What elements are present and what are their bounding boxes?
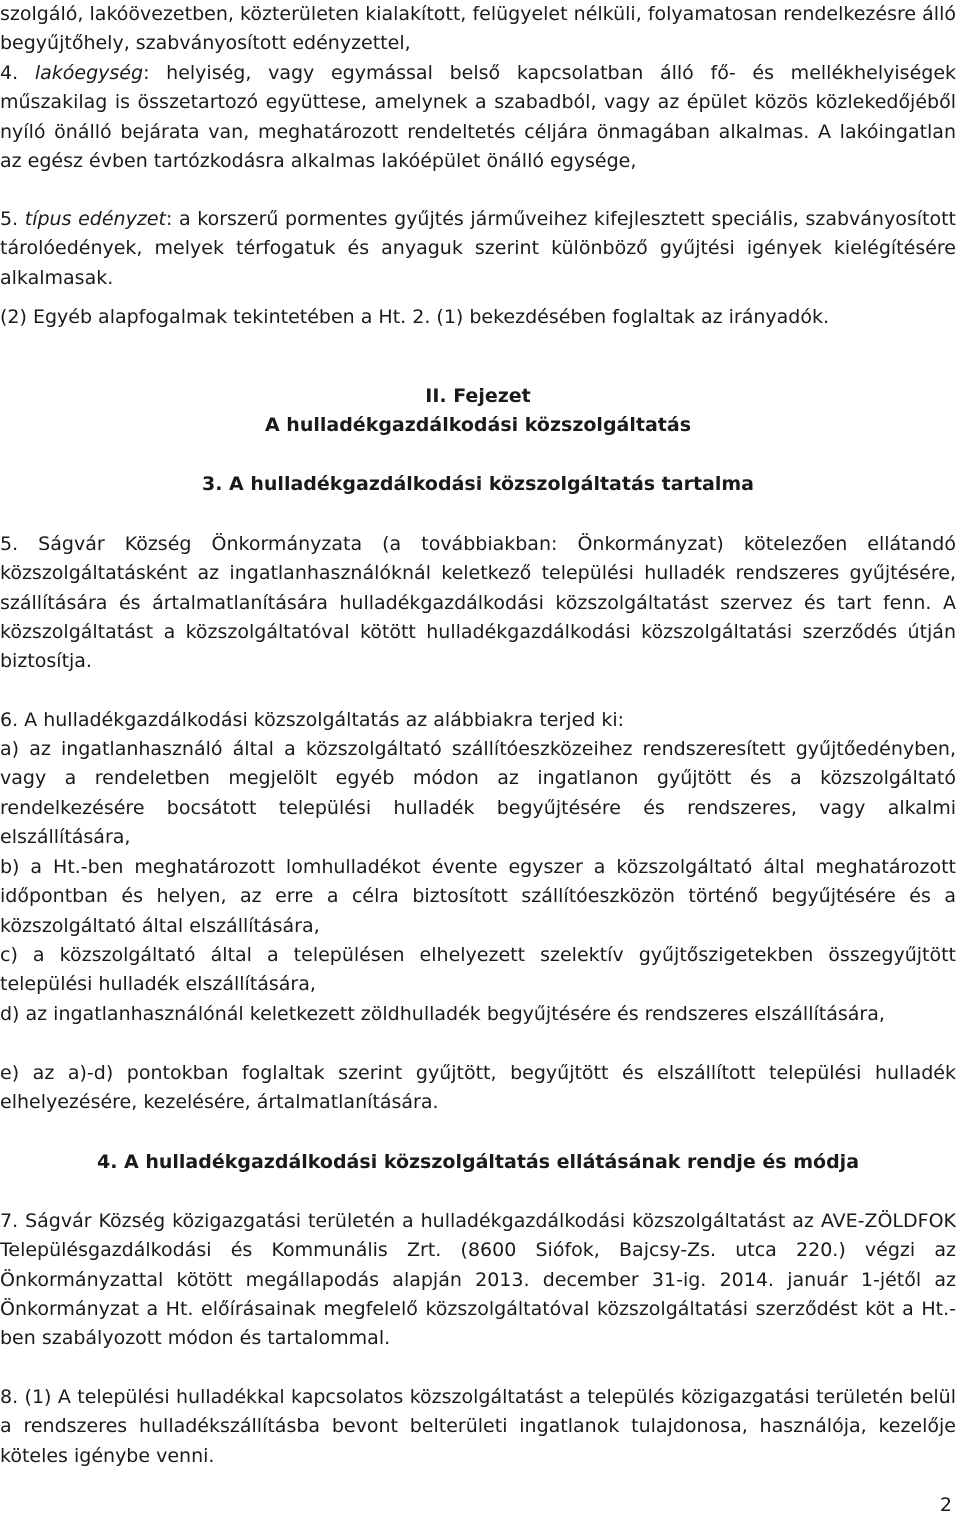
paragraph-alapfogalmak: (2) Egyéb alapfogalmak tekintetében a Ht. 2. (1) bekezdésében foglaltak az irányadók.	[0, 306, 830, 328]
definition-number: 5.	[0, 208, 19, 230]
definition-text: : a korszerű pormentes gyűjtés járműveihez kifejlesztett speciális, szabványosított tárolóedények, melyek térfogatuk és anyaguk szerint különböző gyűjtési igények kielégítésére alkalmasak.	[0, 208, 956, 289]
paragraph-7: 7. Ságvár Község közigazgatási területén a hulladékgazdálkodási közszolgáltatást az AVE-ZÖLDFOK Településgazdálkodási és Kommunális Zrt. (8600 Siófok, Bajcsy-Zs. utca 220.) végzi az Önkormányzattal kötött megállapodás alapján 2013. december 31-ig. 2014. január 1-jétől az Önkormányzat a Ht. előírásainak megfelelő közszolgáltatóval közszolgáltatási szerződést köt a Ht.-ben szabályozott módon és tartalommal.	[0, 1210, 956, 1350]
paragraph-5: 5. Ságvár Község Önkormányzata (a továbbiakban: Önkormányzat) kötelezően ellátandó közszolgáltatásként az ingatlanhasználóknál keletkező települési hulladék rendszeres gyűjtésére, szállítására és ártalmatlanítására hulladékgazdálkodási közszolgáltatást szervez és tart fenn. A közszolgáltatást a közszolgáltatóval kötött hulladékgazdálkodási közszolgáltatási szerződés útján biztosítja.	[0, 533, 956, 673]
paragraph-continuation: szolgáló, lakóövezetben, közterületen kialakított, felügyelet nélküli, folyamatosan rendelkezésre álló begyűjtőhely, szabványosított edényzettel,	[0, 3, 956, 55]
definition-term: típus edényzet	[24, 208, 166, 230]
paragraph-6-item-b: b) a Ht.-ben meghatározott lomhulladékot évente egyszer a közszolgáltató által meghatározott időpontban és helyen, az erre a célra biztosított szállítóeszközön történő begyűjtésére és a közszolgáltató által elszállítására,	[0, 856, 956, 937]
section-3-title: 3. A hulladékgazdálkodási közszolgáltatás tartalma	[202, 473, 754, 495]
section-4-title: 4. A hulladékgazdálkodási közszolgáltatás ellátásának rendje és módja	[96, 1151, 860, 1173]
definition-text: : helyiség, vagy egymással belső kapcsolatban álló fő- és mellékhelyiségek műszakilag is összetartozó együttese, amelynek a szabadból, vagy az épület közös közlekedőjéből nyíló önálló bejárata van, meghatározott rendeltetés céljára önmagában alkalmas. A lakóingatlan az egész évben tartózkodásra alkalmas lakóépület önálló egysége,	[0, 62, 957, 172]
paragraph-6-item-d: d) az ingatlanhasználónál keletkezett zöldhulladék begyűjtésére és rendszeres elszállítására,	[0, 1003, 885, 1025]
paragraph-6-item-e: e) az a)-d) pontokban foglaltak szerint gyűjtött, begyűjtött és elszállított települési hulladék elhelyezésére, kezelésére, ártalmatlanítására.	[0, 1062, 956, 1114]
chapter-number: II. Fejezet	[425, 385, 531, 407]
paragraph-6-item-c: c) a közszolgáltató által a településen elhelyezett szelektív gyűjtőszigetekben összegyűjtött települési hulladék elszállítására,	[0, 944, 956, 996]
paragraph-8: 8. (1) A települési hulladékkal kapcsolatos közszolgáltatást a település közigazgatási területén belül a rendszeres hulladékszállításba bevont belterületi ingatlanok tulajdonosa, használója, kezelője köteles igénybe venni.	[0, 1386, 956, 1467]
definition-lakoegyseg	[0, 59, 956, 176]
definition-tipus-edenyzet	[0, 205, 956, 293]
definition-term: lakóegység	[34, 62, 144, 84]
chapter-title: A hulladékgazdálkodási közszolgáltatás	[264, 414, 691, 436]
paragraph-6-intro: 6. A hulladékgazdálkodási közszolgáltatás az alábbiakra terjed ki:	[0, 709, 625, 731]
paragraph-6-item-a: a) az ingatlanhasználó által a közszolgáltató szállítóeszközeihez rendszeresített gyűjtőedényben, vagy a rendeletben megjelölt egyéb módon az ingatlanon gyűjtött és a közszolgáltató rendelkezésére bocsátott települési hulladék begyűjtésére és rendszeres, vagy alkalmi elszállítására,	[0, 738, 956, 848]
definition-number: 4.	[0, 62, 19, 84]
page-number: 2	[939, 1494, 952, 1516]
